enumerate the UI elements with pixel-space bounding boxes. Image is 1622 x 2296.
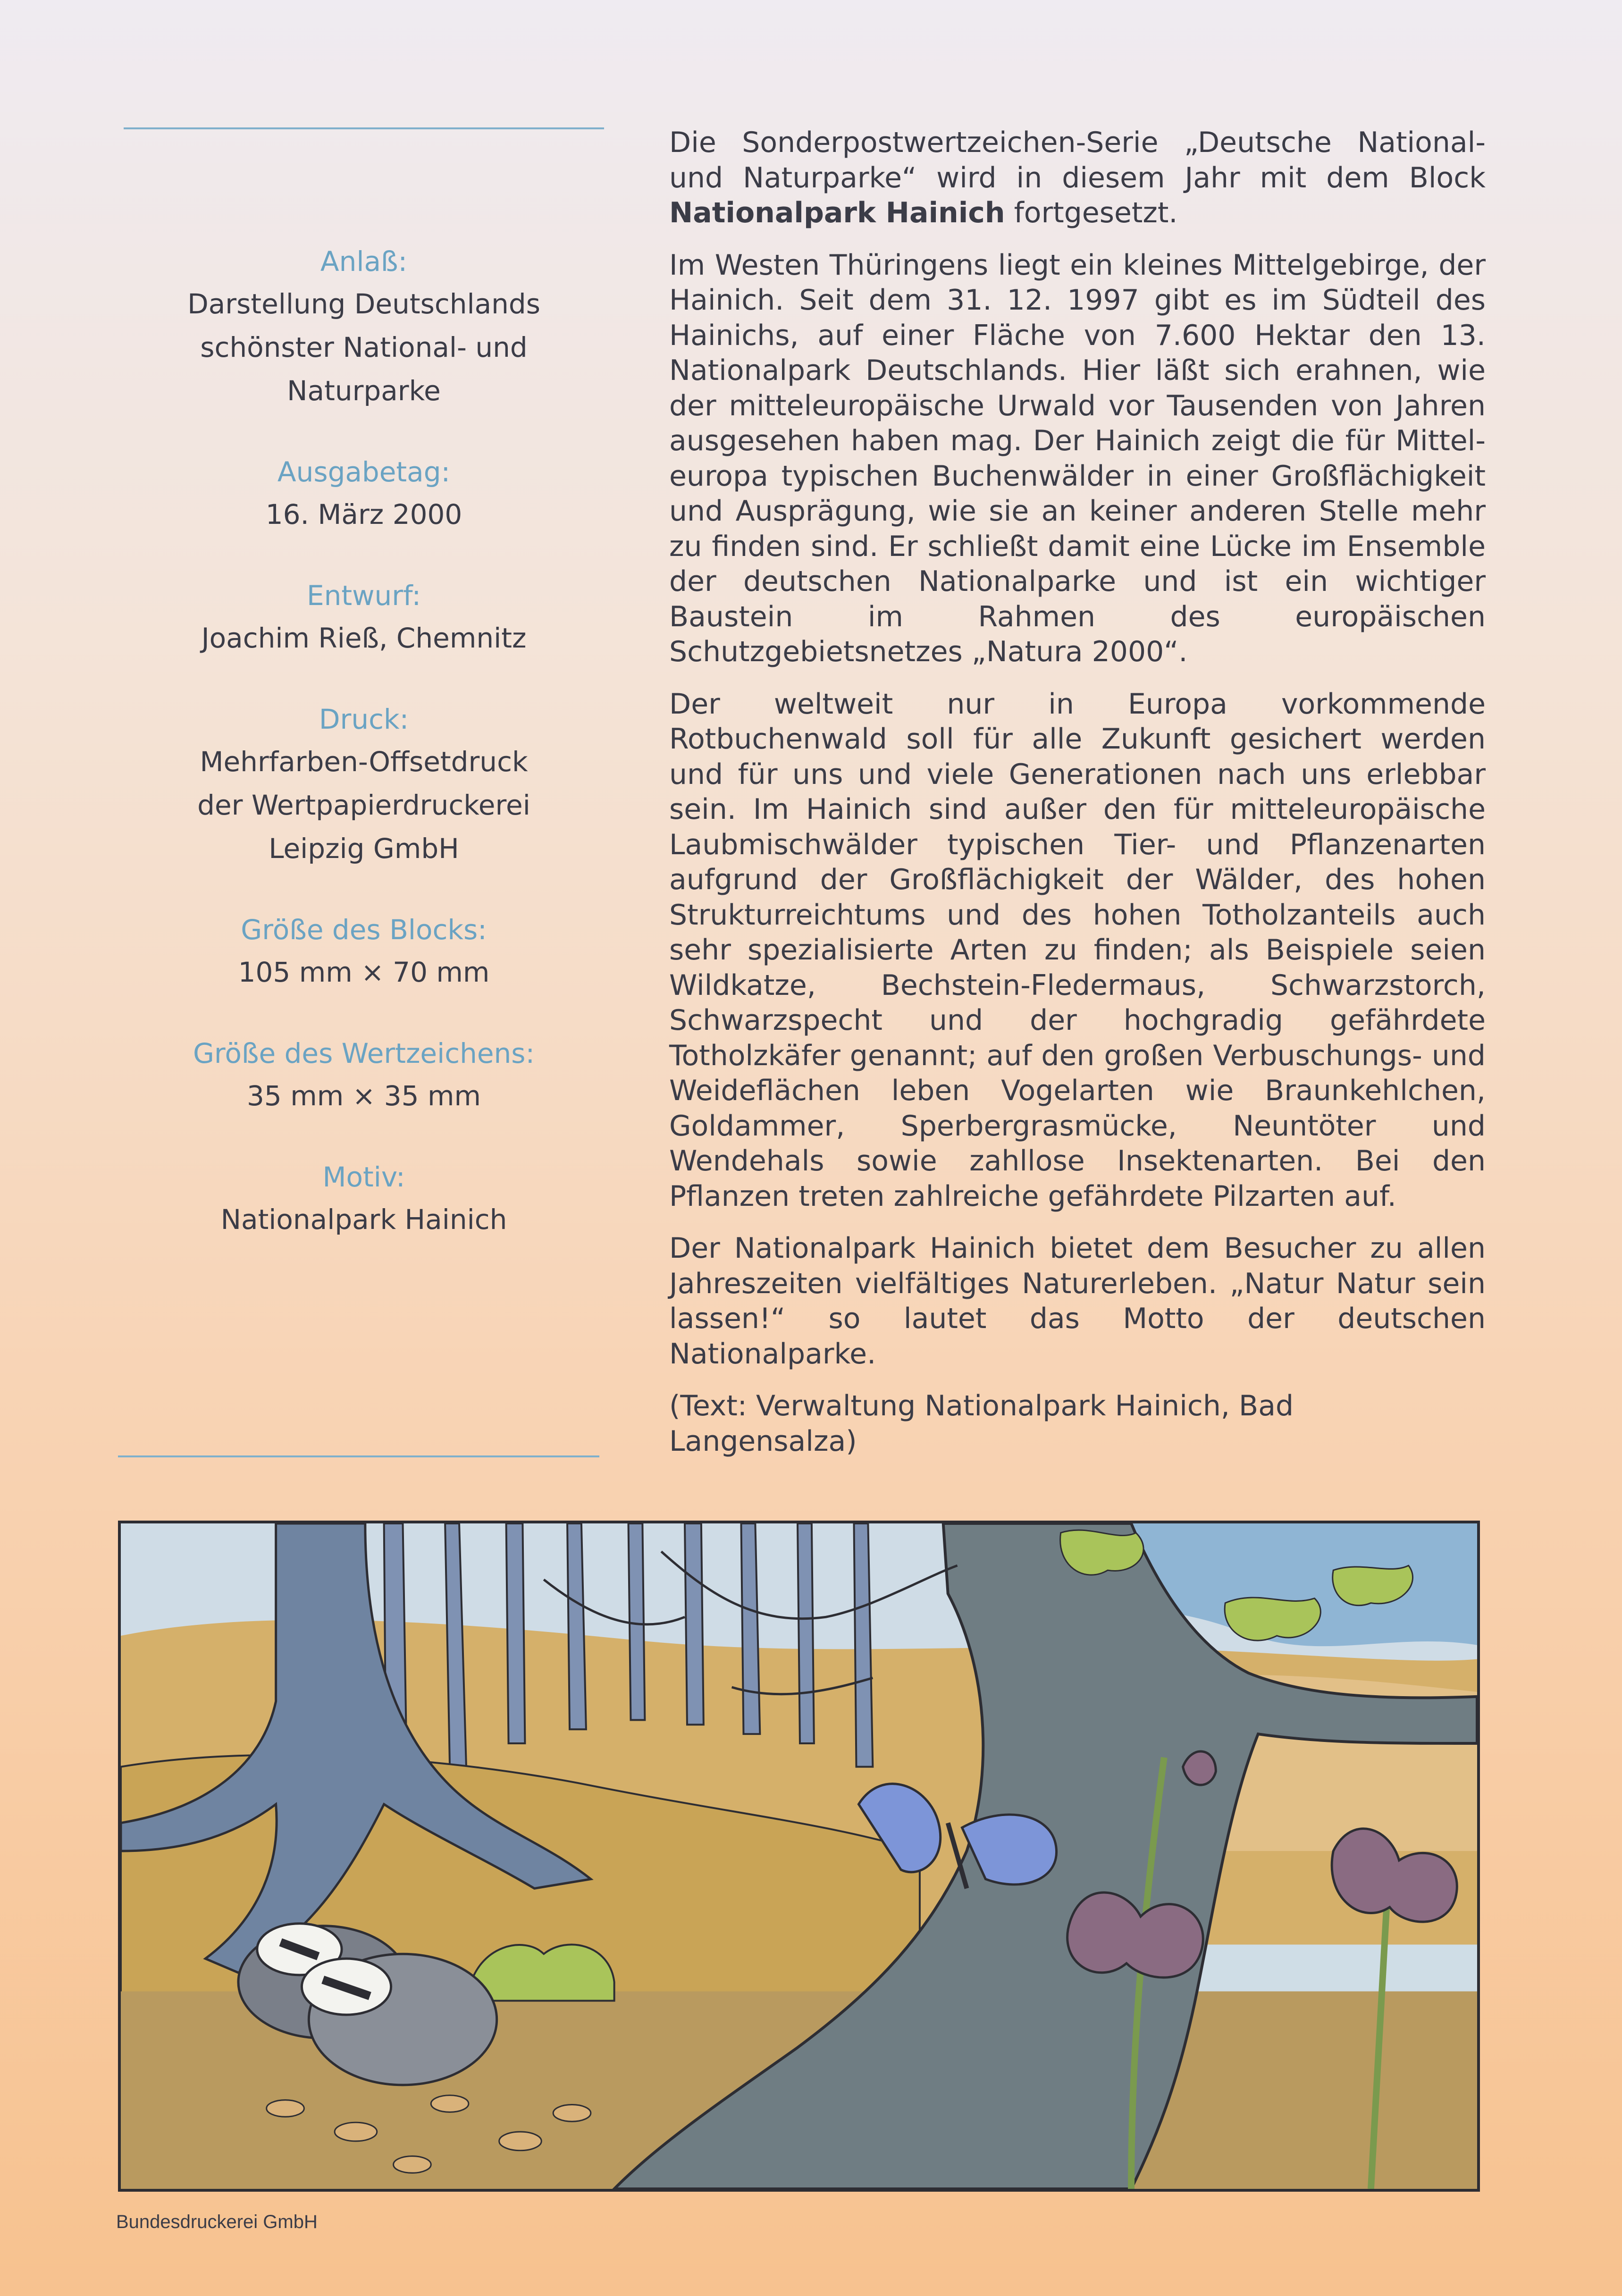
printer-credit: Bundesdruckerei GmbH xyxy=(116,2212,318,2232)
info-block-issue-date xyxy=(124,451,604,536)
design-label: Entwurf: xyxy=(306,580,421,612)
print-label: Druck: xyxy=(319,703,409,735)
stamp-size-label: Größe des Wertzeichens: xyxy=(193,1037,535,1069)
motif-value: Nationalpark Hainich xyxy=(220,1203,507,1236)
stamp-block-illustration xyxy=(118,1521,1480,2192)
text-source: (Text: Verwaltung Nationalpark Hainich, Bad Langensalza) xyxy=(669,1389,1294,1458)
stamp-size-value: 35 mm × 35 mm xyxy=(247,1080,481,1112)
paragraph-species: Der weltweit nur in Europa vorkommende Rotbuchenwald soll für alle Zukunft gesichert werden und für uns und viele Generationen nach uns erlebbar sein. Im Hainich sind außer den für mitteleuropäische Laubmischwälder typischen Tier- und Pflanzenarten aufgrund der Großflächigkeit der Wälder, des hohen Strukturreichtums und des hohen Totholzanteils auch sehr spezialisierte Arten zu finden; als Beispiele seien Wildkatze, Bechstein-Fledermaus, Schwarzstorch, Schwarzspecht und der hochgradig gefährdete Totholzkäfer genannt; auf den großen Verbuschungs- und Weideflächen leben Vogelarten wie Braunkehlchen, Goldammer, Sperbergrasmücke, Neuntöter und Wendehals sowie zahllose Insektenarten. Bei den Pflanzen treten zahlreiche gefährdete Pilzarten auf. xyxy=(669,687,1486,1213)
occasion-value: Darstellung Deutschlands schönster National- und Naturparke xyxy=(187,288,540,407)
intro-text-end: fortgesetzt. xyxy=(1005,196,1178,229)
forest-scene xyxy=(121,1523,1477,2189)
info-block-print xyxy=(124,698,604,870)
bottom-divider xyxy=(118,1455,599,1457)
top-divider xyxy=(124,127,604,129)
intro-text-start: Die Sonderpostwertzeichen-Serie „Deutsche National- und Naturparke“ wird in diesem Jahr mit dem Block xyxy=(669,126,1486,194)
info-block-block-size xyxy=(124,909,604,994)
occasion-label: Anlaß: xyxy=(320,245,408,278)
intro-bold-title: Nationalpark Hainich xyxy=(669,196,1005,229)
description-text xyxy=(669,125,1486,1476)
info-block-stamp-size xyxy=(124,1033,604,1118)
issue-date-value: 16. März 2000 xyxy=(265,498,462,530)
issue-details-sidebar xyxy=(124,241,604,1280)
print-value: Mehrfarben-Offsetdruck der Wertpapierdruckerei Leipzig GmbH xyxy=(197,746,530,865)
paragraph-motto: Der Nationalpark Hainich bietet dem Besucher zu allen Jahreszeiten vielfältiges Naturerleben. „Natur Natur sein lassen!“ so lautet das Motto der deutschen Nationalparke. xyxy=(669,1232,1486,1371)
info-block-motif xyxy=(124,1156,604,1241)
info-block-occasion xyxy=(124,241,604,412)
issue-date-label: Ausgabetag: xyxy=(277,456,451,488)
intro-paragraph xyxy=(669,125,1486,231)
paragraph-location: Im Westen Thüringens liegt ein kleines Mittelgebirge, der Hainich. Seit dem 31. 12. 1997 gibt es im Südteil des Hainichs, auf einer Fläche von 7.600 Hektar den 13. Nationalpark Deutschlands. Hier läßt sich erahnen, wie der mitteleuropäische Urwald vor Tausenden von Jahren ausgesehen haben mag. Der Hainich zeigt die für Mitteleuropa typischen Buchenwälder in einer Großflächigkeit und Ausprägung, wie sie an keiner anderen Stelle mehr zu finden sind. Er schließt damit eine Lücke im Ensemble der deutschen Nationalparke und ist ein wichtiger Baustein im Rahmen des europäischen Schutzgebietsnetzes „Natura 2000“. xyxy=(669,248,1486,668)
info-block-design xyxy=(124,575,604,660)
design-value: Joachim Rieß, Chemnitz xyxy=(201,622,527,654)
block-size-value: 105 mm × 70 mm xyxy=(238,956,490,988)
block-size-label: Größe des Blocks: xyxy=(241,914,487,946)
motif-label: Motiv: xyxy=(322,1161,405,1193)
